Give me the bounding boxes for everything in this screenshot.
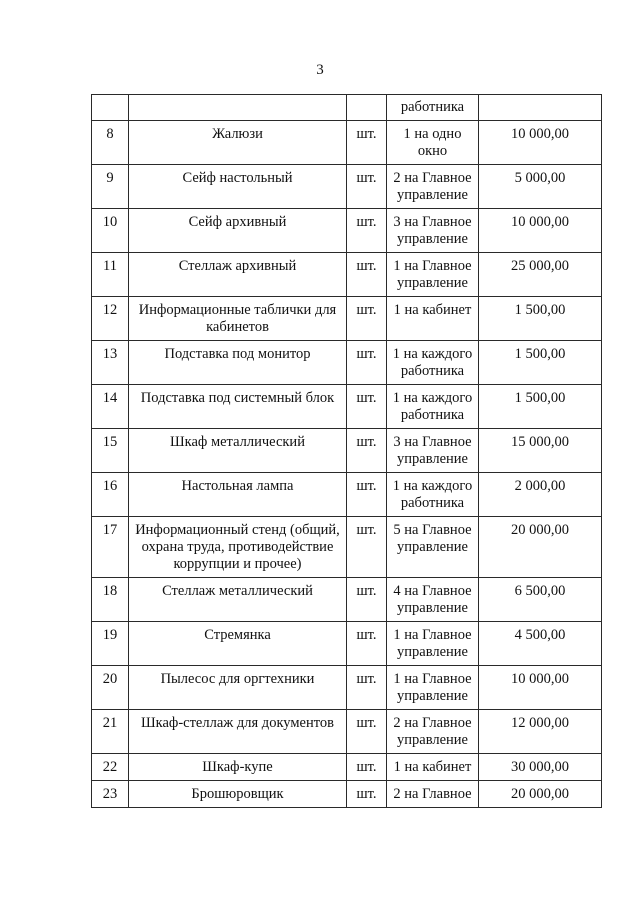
row-number-cell: 9 xyxy=(92,165,129,209)
row-number-cell: 10 xyxy=(92,209,129,253)
item-name-cell: Пылесос для оргтехники xyxy=(129,666,347,710)
unit-cell: шт. xyxy=(347,666,387,710)
price-cell: 2 000,00 xyxy=(479,473,602,517)
row-number-cell: 11 xyxy=(92,253,129,297)
unit-cell: шт. xyxy=(347,473,387,517)
quantity-norm-cell: 3 на Главное управление xyxy=(387,209,479,253)
unit-cell: шт. xyxy=(347,710,387,754)
quantity-norm-cell: 5 на Главное управление xyxy=(387,517,479,578)
item-name-cell: Стеллаж металлический xyxy=(129,578,347,622)
quantity-norm-cell: 1 на кабинет xyxy=(387,297,479,341)
row-number-cell: 13 xyxy=(92,341,129,385)
price-cell xyxy=(479,95,602,121)
unit-cell: шт. xyxy=(347,253,387,297)
item-name-cell: Брошюровщик xyxy=(129,781,347,808)
unit-cell: шт. xyxy=(347,385,387,429)
table-row xyxy=(92,622,602,666)
unit-cell: шт. xyxy=(347,517,387,578)
price-cell: 1 500,00 xyxy=(479,341,602,385)
item-name-cell: Жалюзи xyxy=(129,121,347,165)
row-number-cell: 20 xyxy=(92,666,129,710)
row-number-cell: 8 xyxy=(92,121,129,165)
table-row xyxy=(92,253,602,297)
table-row xyxy=(92,209,602,253)
item-name-cell: Информационные таблички для кабинетов xyxy=(129,297,347,341)
price-cell: 5 000,00 xyxy=(479,165,602,209)
table-row xyxy=(92,754,602,781)
item-name-cell: Настольная лампа xyxy=(129,473,347,517)
table-row xyxy=(92,95,602,121)
item-name-cell: Стремянка xyxy=(129,622,347,666)
row-number-cell: 14 xyxy=(92,385,129,429)
unit-cell: шт. xyxy=(347,297,387,341)
unit-cell: шт. xyxy=(347,754,387,781)
unit-cell: шт. xyxy=(347,781,387,808)
price-cell: 20 000,00 xyxy=(479,781,602,808)
row-number-cell: 17 xyxy=(92,517,129,578)
item-name-cell: Информационный стенд (общий, охрана труда, противодействие коррупции и прочее) xyxy=(129,517,347,578)
quantity-norm-cell: 2 на Главное xyxy=(387,781,479,808)
table-row xyxy=(92,666,602,710)
item-name-cell: Подставка под монитор xyxy=(129,341,347,385)
quantity-norm-cell: 1 на каждого работника xyxy=(387,341,479,385)
price-cell: 25 000,00 xyxy=(479,253,602,297)
price-cell: 30 000,00 xyxy=(479,754,602,781)
row-number-cell: 12 xyxy=(92,297,129,341)
row-number-cell xyxy=(92,95,129,121)
item-name-cell: Сейф настольный xyxy=(129,165,347,209)
price-cell: 10 000,00 xyxy=(479,209,602,253)
row-number-cell: 16 xyxy=(92,473,129,517)
table-row xyxy=(92,781,602,808)
item-name-cell: Сейф архивный xyxy=(129,209,347,253)
price-cell: 10 000,00 xyxy=(479,121,602,165)
unit-cell: шт. xyxy=(347,209,387,253)
price-cell: 12 000,00 xyxy=(479,710,602,754)
row-number-cell: 23 xyxy=(92,781,129,808)
quantity-norm-cell: 4 на Главное управление xyxy=(387,578,479,622)
table-row xyxy=(92,165,602,209)
item-name-cell: Шкаф металлический xyxy=(129,429,347,473)
quantity-norm-cell: 3 на Главное управление xyxy=(387,429,479,473)
item-name-cell: Стеллаж архивный xyxy=(129,253,347,297)
price-cell: 4 500,00 xyxy=(479,622,602,666)
row-number-cell: 22 xyxy=(92,754,129,781)
table-row xyxy=(92,710,602,754)
quantity-norm-cell: 1 на одно окно xyxy=(387,121,479,165)
item-name-cell xyxy=(129,95,347,121)
unit-cell xyxy=(347,95,387,121)
item-name-cell: Шкаф-купе xyxy=(129,754,347,781)
table-row xyxy=(92,121,602,165)
unit-cell: шт. xyxy=(347,341,387,385)
item-name-cell: Подставка под системный блок xyxy=(129,385,347,429)
items-table xyxy=(91,94,602,808)
quantity-norm-cell: 1 на Главное управление xyxy=(387,622,479,666)
quantity-norm-cell: 1 на каждого работника xyxy=(387,385,479,429)
item-name-cell: Шкаф-стеллаж для документов xyxy=(129,710,347,754)
table-row xyxy=(92,341,602,385)
unit-cell: шт. xyxy=(347,165,387,209)
unit-cell: шт. xyxy=(347,622,387,666)
price-cell: 1 500,00 xyxy=(479,297,602,341)
quantity-norm-cell: 1 на Главное управление xyxy=(387,666,479,710)
table-row xyxy=(92,473,602,517)
quantity-norm-cell: 2 на Главное управление xyxy=(387,710,479,754)
unit-cell: шт. xyxy=(347,429,387,473)
table-row xyxy=(92,429,602,473)
items-table-body xyxy=(92,95,602,808)
table-row xyxy=(92,578,602,622)
price-cell: 6 500,00 xyxy=(479,578,602,622)
row-number-cell: 15 xyxy=(92,429,129,473)
unit-cell: шт. xyxy=(347,578,387,622)
quantity-norm-cell: 1 на Главное управление xyxy=(387,253,479,297)
table-row xyxy=(92,385,602,429)
price-cell: 10 000,00 xyxy=(479,666,602,710)
quantity-norm-cell: 1 на кабинет xyxy=(387,754,479,781)
price-cell: 20 000,00 xyxy=(479,517,602,578)
row-number-cell: 21 xyxy=(92,710,129,754)
row-number-cell: 19 xyxy=(92,622,129,666)
table-row xyxy=(92,297,602,341)
quantity-norm-cell: 1 на каждого работника xyxy=(387,473,479,517)
row-number-cell: 18 xyxy=(92,578,129,622)
unit-cell: шт. xyxy=(347,121,387,165)
quantity-norm-cell: работника xyxy=(387,95,479,121)
table-row xyxy=(92,517,602,578)
price-cell: 1 500,00 xyxy=(479,385,602,429)
quantity-norm-cell: 2 на Главное управление xyxy=(387,165,479,209)
page-number: 3 xyxy=(316,62,324,78)
price-cell: 15 000,00 xyxy=(479,429,602,473)
